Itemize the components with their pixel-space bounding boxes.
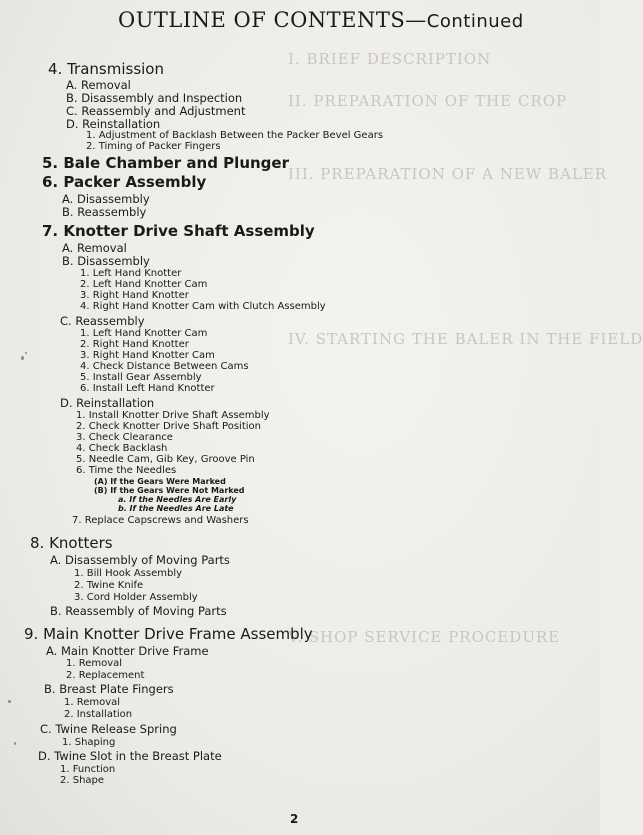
outline-item: B. Reassembly of Moving Parts [50, 604, 227, 618]
outline-item: 2. Timing of Packer Fingers [86, 141, 221, 152]
outline-item: A. Main Knotter Drive Frame [46, 644, 209, 658]
outline-item: 2. Left Hand Knotter Cam [80, 279, 208, 290]
outline-item: 4. Right Hand Knotter Cam with Clutch Assembly [80, 301, 326, 312]
bleed-through-text [288, 30, 643, 820]
outline-item: B. Reassembly [62, 205, 147, 219]
bleed-heading: II. PREPARATION OF THE CROP [288, 92, 568, 110]
outline-item: 1. Shaping [62, 737, 116, 748]
outline-item: 3. Right Hand Knotter [80, 290, 189, 301]
outline-item: A. Removal [62, 241, 127, 255]
outline-item: C. Twine Release Spring [40, 722, 177, 736]
outline-item: 4. Check Backlash [76, 443, 168, 454]
outline-item: 3. Check Clearance [76, 432, 173, 443]
outline-item: 2. Twine Knife [74, 580, 144, 591]
outline-item: 2. Shape [60, 775, 105, 786]
outline-item: 4. Check Distance Between Cams [80, 361, 249, 372]
outline-item: 1. Install Knotter Drive Shaft Assembly [76, 410, 270, 421]
page-title [118, 8, 524, 32]
outline-item: 5. Needle Cam, Gib Key, Groove Pin [76, 454, 255, 465]
outline-item: 3. Cord Holder Assembly [74, 592, 198, 603]
section-5-title: 5. Bale Chamber and Plunger [42, 154, 289, 172]
outline-item: D. Reinstallation [60, 396, 155, 410]
title-dash: — [405, 8, 427, 32]
outline-item: (B) If the Gears Were Not Marked [94, 486, 245, 495]
outline-item: B. Breast Plate Fingers [44, 682, 174, 696]
outline-item: 3. Right Hand Knotter Cam [80, 350, 215, 361]
bleed-heading: I. BRIEF DESCRIPTION [288, 50, 492, 68]
outline-item: 2. Check Knotter Drive Shaft Position [76, 421, 261, 432]
outline-item: 5. Install Gear Assembly [80, 372, 202, 383]
outline-item: 1. Removal [64, 697, 121, 708]
print-speck [8, 700, 11, 703]
section-7-title: 7. Knotter Drive Shaft Assembly [42, 222, 315, 240]
outline-item: 1. Removal [66, 658, 123, 669]
outline-item: C. Reassembly [60, 314, 145, 328]
page-number: 2 [290, 812, 299, 826]
bleed-heading: III. PREPARATION OF A NEW BALER [288, 165, 608, 183]
outline-item: 1. Adjustment of Backlash Between the Packer Bevel Gears [86, 130, 384, 141]
outline-item: B. Disassembly and Inspection [66, 91, 243, 105]
print-speck [21, 356, 24, 360]
outline-item: A. Removal [66, 78, 131, 92]
print-speck [25, 352, 27, 354]
outline-item: 1. Function [60, 764, 116, 775]
outline-item: D. Twine Slot in the Breast Plate [38, 749, 222, 763]
section-4-title: 4. Transmission [48, 60, 164, 78]
title-main: OUTLINE OF CONTENTS [118, 8, 406, 32]
outline-item: 7. Replace Capscrews and Washers [72, 515, 249, 526]
outline-item: 1. Bill Hook Assembly [74, 568, 183, 579]
section-6-title: 6. Packer Assembly [42, 173, 207, 191]
outline-item: 6. Install Left Hand Knotter [80, 383, 215, 394]
outline-item: A. Disassembly of Moving Parts [50, 553, 230, 567]
outline-item: 1. Left Hand Knotter [80, 268, 182, 279]
outline-item: C. Reassembly and Adjustment [66, 104, 246, 118]
outline-item: 6. Time the Needles [76, 465, 177, 476]
bleed-heading: IV. STARTING THE BALER IN THE FIELD [288, 330, 643, 348]
outline-item: 1. Left Hand Knotter Cam [80, 328, 208, 339]
outline-item: 2. Installation [64, 709, 133, 720]
outline-item: A. Disassembly [62, 192, 150, 206]
outline-item: 2. Right Hand Knotter [80, 339, 189, 350]
outline-item: B. Disassembly [62, 254, 150, 268]
outline-item: b. If the Needles Are Late [118, 504, 234, 513]
title-continued: Continued [426, 11, 524, 32]
outline-item: 2. Replacement [66, 670, 145, 681]
outline-item: (A) If the Gears Were Marked [94, 477, 226, 486]
print-speck [14, 742, 16, 745]
bleed-heading: V. SHOP SERVICE PROCEDURE [288, 628, 561, 646]
outline-item: D. Reinstallation [66, 117, 161, 131]
section-9-title: 9. Main Knotter Drive Frame Assembly [24, 625, 313, 643]
outline-item: a. If the Needles Are Early [118, 495, 237, 504]
section-8-title: 8. Knotters [30, 534, 113, 552]
